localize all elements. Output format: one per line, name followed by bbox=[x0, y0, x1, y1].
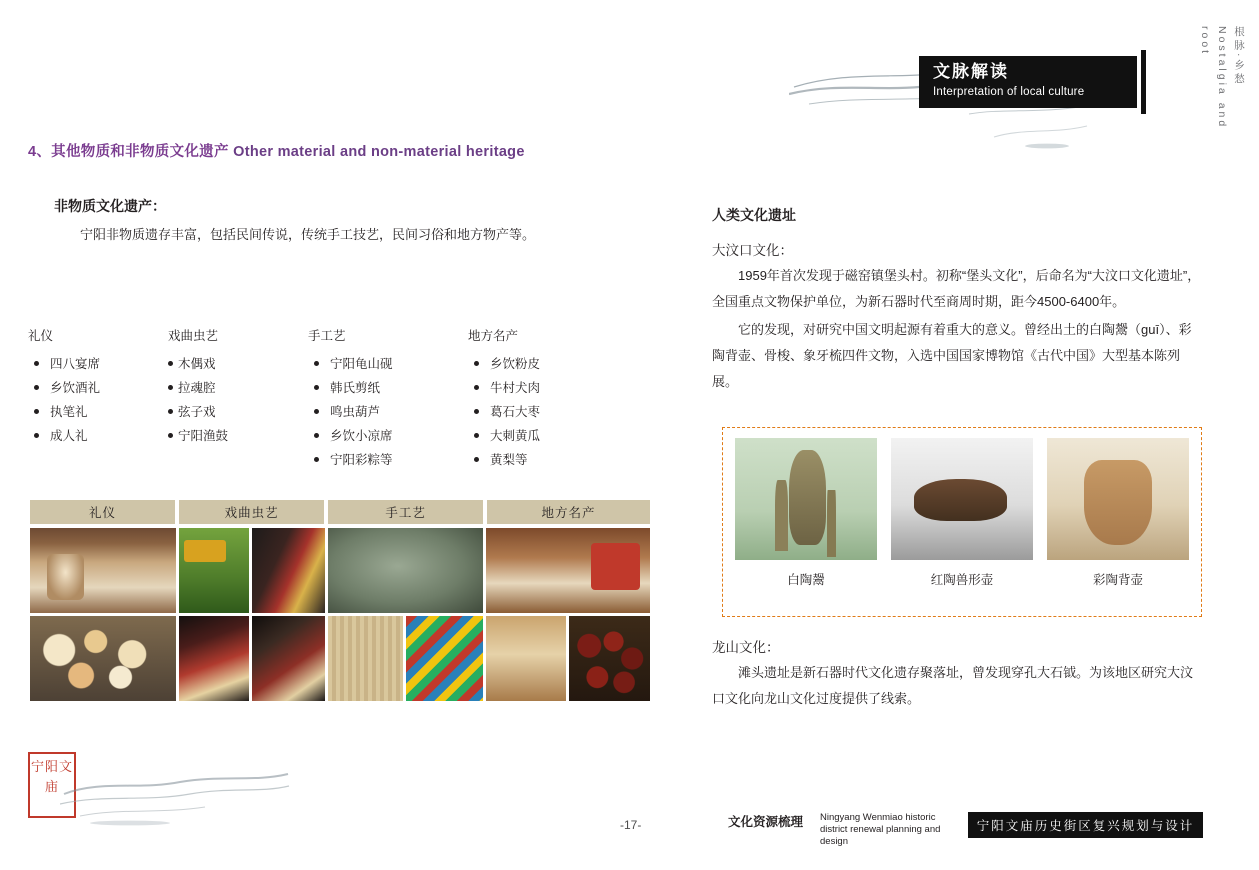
list-item: 乡饮粉皮 bbox=[468, 352, 628, 376]
footer-ink-illustration bbox=[60, 760, 290, 830]
photo-puppet-show-banner bbox=[179, 528, 249, 613]
list-column-difangmingchan bbox=[468, 326, 628, 472]
list-title-liyi: 礼仪 bbox=[28, 329, 54, 343]
list-items-shougongyi bbox=[308, 352, 468, 472]
section-title-cn: 4、其他物质和非物质文化遗产 bbox=[28, 144, 229, 160]
artifact-caption: 彩陶背壶 bbox=[1092, 573, 1143, 587]
list-items-xiqu bbox=[168, 352, 308, 448]
photo-powder-skin-product bbox=[486, 616, 566, 701]
page-header bbox=[789, 20, 1259, 150]
list-item: 四八宴席 bbox=[28, 352, 168, 376]
gallery-row-bottom bbox=[30, 616, 650, 701]
right-column bbox=[712, 205, 1212, 397]
right-column-tail bbox=[712, 636, 1212, 714]
artifact-row bbox=[735, 438, 1189, 588]
header-side-vertical-text: 根脉·乡愁 Nostalgia and root bbox=[1199, 26, 1245, 130]
list-item: 葛石大枣 bbox=[468, 400, 628, 424]
header-tag-cn: 文脉解读 bbox=[933, 62, 1009, 81]
artifact-photo-box bbox=[722, 427, 1202, 617]
photo-small-mat bbox=[328, 616, 404, 701]
list-title-xiqu: 戏曲虫艺 bbox=[168, 329, 219, 343]
right-paragraph-3: 滩头遗址是新石器时代文化遗存聚落址，曾发现穿孔大石钺。为该地区研究大汶口文化向龙山文化过度提供了线索。 bbox=[712, 665, 1194, 706]
list-item: 乡饮酒礼 bbox=[28, 376, 168, 400]
artifact-caption: 白陶鬶 bbox=[787, 573, 825, 587]
list-item: 成人礼 bbox=[28, 424, 168, 448]
artifact-baitaogui bbox=[735, 438, 877, 588]
gallery-category-labels bbox=[30, 500, 650, 524]
list-item: 执笔礼 bbox=[28, 400, 168, 424]
photo-gallery bbox=[30, 500, 650, 704]
photo-white-pottery-gui bbox=[735, 438, 877, 560]
list-item: 黄梨等 bbox=[468, 448, 628, 472]
heritage-lists bbox=[28, 326, 668, 472]
gallery-image-rows bbox=[30, 528, 650, 701]
photo-banquet-dishes bbox=[30, 616, 176, 701]
list-item: 大刺黄瓜 bbox=[468, 424, 628, 448]
list-item: 宁阳龟山砚 bbox=[308, 352, 468, 376]
right-paragraph-1: 1959年首次发现于磁窑镇堡头村。初称“堡头文化”，后命名为“大汶口文化遗址”，全国重点文物保护单位，为新石器时代至商周时期，距今4500-6400年。 bbox=[712, 268, 1201, 309]
right-heading: 人类文化遗址 bbox=[712, 207, 796, 223]
gallery-label-xiqu: 戏曲虫艺 bbox=[179, 500, 324, 524]
header-tag-en: Interpretation of local culture bbox=[933, 86, 1085, 98]
list-item: 鸣虫葫芦 bbox=[308, 400, 468, 424]
seal-stamp: 宁阳文庙 bbox=[28, 752, 76, 818]
left-column bbox=[28, 196, 668, 248]
gallery-label-liyi: 礼仪 bbox=[30, 500, 175, 524]
photo-opera-performer bbox=[252, 528, 325, 613]
list-item: 乡饮小凉席 bbox=[308, 424, 468, 448]
list-item: 宁阳渔鼓 bbox=[168, 424, 308, 448]
right-subheading-longshan: 龙山文化： bbox=[712, 640, 780, 655]
photo-red-pottery-beast-pot bbox=[891, 438, 1033, 560]
photo-opera-stage-scene bbox=[179, 616, 249, 701]
right-subheading-dawenkou: 大汶口文化： bbox=[712, 243, 793, 258]
list-item: 木偶戏 bbox=[168, 352, 308, 376]
list-column-liyi bbox=[28, 326, 168, 472]
photo-geshi-jujube bbox=[569, 616, 650, 701]
left-paragraph: 宁阳非物质遗存丰富，包括民间传说，传统手工技艺，民间习俗和地方物产等。 bbox=[80, 227, 536, 242]
list-column-xiqu bbox=[168, 326, 308, 472]
right-paragraph-2: 它的发现，对研究中国文明起源有着重大的意义。曾经出土的白陶鬶（guī）、彩陶背壶、骨梭、象牙梳四件文物，入选中国国家博物馆《古代中国》大型基本陈列展。 bbox=[712, 322, 1192, 389]
photo-colored-zongzi-weaving bbox=[406, 616, 483, 701]
artifact-hongtaoshouxinghu bbox=[891, 438, 1033, 588]
gallery-row-top bbox=[30, 528, 650, 613]
gallery-label-shougongyi: 手工艺 bbox=[328, 500, 483, 524]
gallery-label-difangmingchan: 地方名产 bbox=[487, 500, 650, 524]
footer-title-cn: 文化资源梳理 bbox=[728, 815, 804, 829]
photo-local-product-poster bbox=[486, 528, 650, 613]
list-title-shougongyi: 手工艺 bbox=[308, 329, 346, 343]
list-column-shougongyi bbox=[308, 326, 468, 472]
section-title bbox=[28, 140, 525, 161]
photo-banquet-ceremony bbox=[30, 528, 176, 613]
list-item: 拉魂腔 bbox=[168, 376, 308, 400]
photo-painted-pottery-back-pot bbox=[1047, 438, 1189, 560]
photo-guishan-inkstone bbox=[328, 528, 484, 613]
list-item: 宁阳彩粽等 bbox=[308, 448, 468, 472]
list-items-difangmingchan bbox=[468, 352, 628, 472]
header-chapter-tag bbox=[919, 56, 1137, 108]
artifact-caption: 红陶兽形壶 bbox=[930, 573, 994, 587]
section-title-en: Other material and non-material heritage bbox=[233, 144, 525, 160]
list-item: 弦子戏 bbox=[168, 400, 308, 424]
photo-opera-costume bbox=[252, 616, 325, 701]
page-number: -17- bbox=[620, 818, 642, 832]
list-title-difangmingchan: 地方名产 bbox=[468, 329, 519, 343]
footer-title-en: Ningyang Wenmiao historic district renewal planning and design bbox=[820, 812, 941, 847]
artifact-caitaobeihu bbox=[1047, 438, 1189, 588]
list-item: 牛村犬肉 bbox=[468, 376, 628, 400]
list-item: 韩氏剪纸 bbox=[308, 376, 468, 400]
header-tag-accent-bar bbox=[1141, 50, 1146, 114]
list-items-liyi bbox=[28, 352, 168, 448]
footer-project-bar: 宁阳文庙历史街区复兴规划与设计 bbox=[968, 812, 1203, 838]
left-subheading: 非物质文化遗产： bbox=[54, 198, 166, 214]
